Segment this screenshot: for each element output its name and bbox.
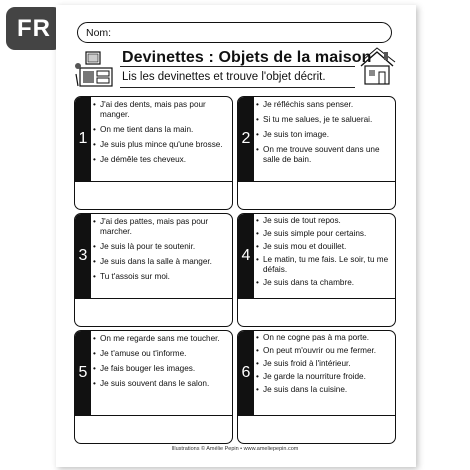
riddle-card-5 [74,330,233,444]
riddle-card-1 [74,96,233,210]
clue-item: • Je suis dans la salle à manger. [93,257,229,267]
clue-item: • Je suis froid à l'intérieur. [256,359,392,369]
answer-box[interactable] [75,298,232,326]
riddle-clues [93,217,229,287]
clue-item: • On me tient dans la main. [93,125,229,135]
clue-item: • Je réfléchis sans penser. [256,100,392,110]
clue-item: • Tu t'assois sur moi. [93,272,229,282]
clue-item: • Je suis là pour te soutenir. [93,242,229,252]
clue-item: • J'ai des dents, mais pas pour manger. [93,100,229,120]
worksheet-title: Devinettes : Objets de la maison [122,49,372,66]
name-field[interactable]: Nom: [77,22,392,43]
riddle-number: 3 [75,214,91,298]
clue-item: • Je suis de tout repos. [256,216,392,226]
riddle-clues [256,333,392,398]
clue-item: • Je garde la nourriture froide. [256,372,392,382]
clue-item: • Je suis plus mince qu'une brosse. [93,140,229,150]
riddle-clues [93,334,229,394]
clue-item: • Je suis dans la cuisine. [256,385,392,395]
worksheet-instructions: Lis les devinettes et trouve l'objet décrit. [122,71,326,83]
house-illustration-icon [357,46,397,88]
answer-box[interactable] [75,415,232,443]
clue-item: • On me trouve souvent dans une salle de bain. [256,145,392,165]
riddle-card-3 [74,213,233,327]
clue-item: • Je fais bouger les images. [93,364,229,374]
riddle-number: 1 [75,97,91,181]
clue-item: • On peut m'ouvrir ou me fermer. [256,346,392,356]
clue-item: • Je suis simple pour certains. [256,229,392,239]
riddle-card-2 [237,96,396,210]
riddle-card-6 [237,330,396,444]
clue-item: • J'ai des pattes, mais pas pour marcher. [93,217,229,237]
footer-credit: Illustrations © Amélie Pepin • www.ameliepepin.com [171,446,299,452]
clue-item: • Si tu me salues, je te saluerai. [256,115,392,125]
clue-item: • Je t'amuse ou t'informe. [93,349,229,359]
riddle-clues [93,100,229,170]
clue-item: • Je suis souvent dans le salon. [93,379,229,389]
answer-box[interactable] [238,415,395,443]
riddle-card-4 [237,213,396,327]
clue-item: • On me regarde sans me toucher. [93,334,229,344]
clue-item: • Je suis dans ta chambre. [256,278,392,288]
language-badge: FR [6,7,62,50]
clue-item: • Je suis ton image. [256,130,392,140]
subtitle-divider [120,87,355,88]
riddle-number: 4 [238,214,254,298]
clue-item: • Le matin, tu me fais. Le soir, tu me défais. [256,255,392,275]
kitchen-illustration-icon [74,48,118,90]
riddle-clues [256,100,392,170]
riddle-number: 2 [238,97,254,181]
answer-box[interactable] [75,181,232,209]
riddle-number: 6 [238,331,254,415]
clue-item: • Je suis mou et douillet. [256,242,392,252]
riddle-number: 5 [75,331,91,415]
clue-item: • On ne cogne pas à ma porte. [256,333,392,343]
riddle-clues [256,216,392,291]
answer-box[interactable] [238,298,395,326]
answer-box[interactable] [238,181,395,209]
title-divider [120,66,355,67]
clue-item: • Je démêle tes cheveux. [93,155,229,165]
